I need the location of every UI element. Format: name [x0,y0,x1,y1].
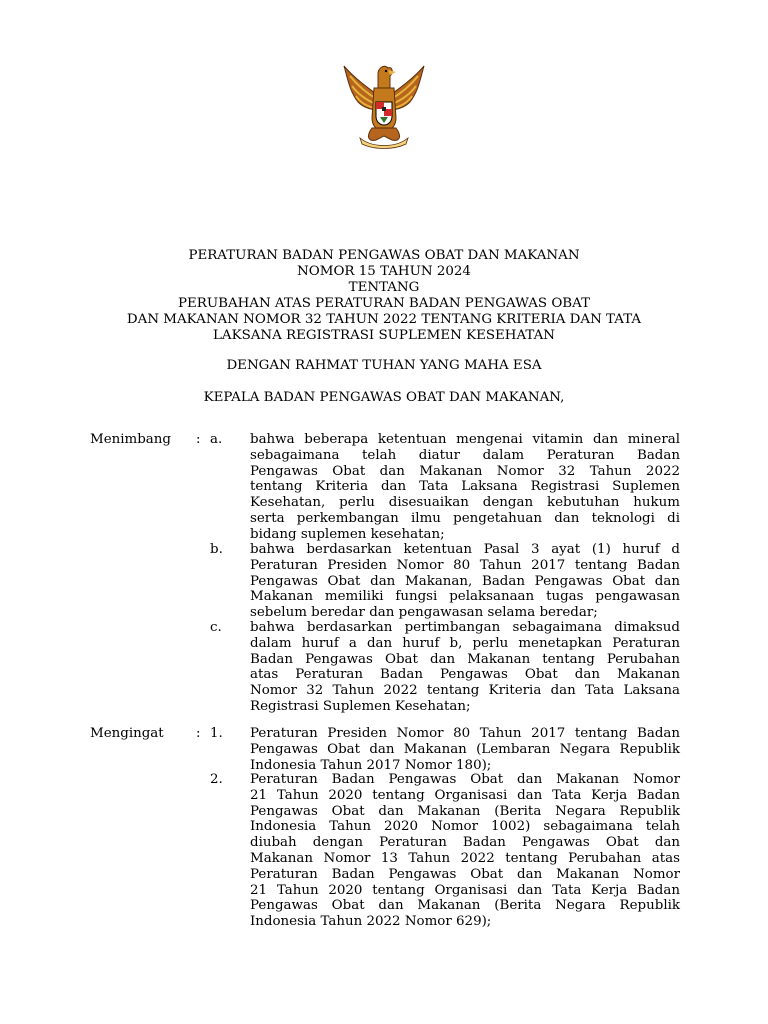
text-line: Kesehatan, perlu disesuaikan dengan kebutuhan hukum [250,495,680,511]
text-line: sebelum beredar dan pengawasan selama beredar; [250,605,598,621]
text-line: bahwa berdasarkan ketentuan Pasal 3 ayat (1) huruf d [250,542,680,557]
text-line: serta perkembangan ilmu pengetahuan dan teknologi di [250,510,680,526]
authority-line: KEPALA BADAN PENGAWAS OBAT DAN MAKANAN, [203,390,565,405]
consideration-marker: a. [210,432,223,447]
regulation-subject-line: LAKSANA REGISTRASI SUPLEMEN KESEHATAN [213,328,555,343]
regulation-title-line: PERATURAN BADAN PENGAWAS OBAT DAN MAKANAN [188,248,580,263]
text-line: bahwa berdasarkan pertimbangan sebagaimana dimaksud [250,620,680,635]
text-line: bahwa beberapa ketentuan mengenai vitamin dan mineral [250,432,680,447]
text-line: Makanan memiliki fungsi pelaksanaan tugas pengawasan [250,589,680,605]
menimbang-label: Menimbang [90,432,171,447]
text-line: Pengawas Obat dan Makanan (Lembaran Negara Republik [250,741,680,757]
text-line: 21 Tahun 2020 tentang Organisasi dan Tata Kerja Badan [250,787,680,803]
text-line: tentang Kriteria dan Tata Laksana Registrasi Suplemen [250,479,680,495]
regulation-number: NOMOR 15 TAHUN 2024 [297,264,471,279]
regulation-subject-line: PERUBAHAN ATAS PERATURAN BADAN PENGAWAS OBAT [177,296,591,311]
mengingat-label: Mengingat [90,726,164,741]
mengingat-colon: : [196,726,201,741]
text-line: Indonesia Tahun 2017 Nomor 180); [250,757,492,773]
legal-basis-marker: 2. [210,772,223,787]
text-line: diubah dengan Peraturan Badan Pengawas Obat dan [250,835,680,851]
text-line: sebagaimana telah diatur dalam Peraturan Badan [250,447,680,463]
text-line: Peraturan Presiden Nomor 80 Tahun 2017 tentang Badan [250,726,680,741]
garuda-emblem-icon [338,58,430,150]
text-line: Makanan Nomor 13 Tahun 2022 tentang Perubahan atas [250,850,680,866]
text-line: Nomor 32 Tahun 2022 tentang Kriteria dan Tata Laksana [250,683,680,699]
text-line: 21 Tahun 2020 tentang Organisasi dan Tata Kerja Badan [250,882,680,898]
regulation-about: TENTANG [348,280,420,295]
legal-basis-item-1 [250,726,680,773]
consideration-marker: b. [210,542,223,557]
text-line: Pengawas Obat dan Makanan, Badan Pengawas Obat dan [250,573,680,589]
text-line: Indonesia Tahun 2020 Nomor 1002) sebagaimana telah [250,819,680,835]
text-line: Peraturan Presiden Nomor 80 Tahun 2017 tentang Badan [250,557,680,573]
text-line: Peraturan Badan Pengawas Obat dan Makanan Nomor [250,866,680,882]
text-line: dalam huruf a dan huruf b, perlu menetapkan Peraturan [250,635,680,651]
legal-basis-item-2 [250,772,680,930]
text-line: bidang suplemen kesehatan; [250,526,445,542]
regulation-subject-line: DAN MAKANAN NOMOR 32 TAHUN 2022 TENTANG KRITERIA DAN TATA [126,312,642,327]
consideration-item-c [250,620,680,715]
text-line: Pengawas Obat dan Makanan (Berita Negara Republik [250,898,680,914]
consideration-item-b [250,542,680,621]
text-line: Pengawas Obat dan Makanan (Berita Negara Republik [250,803,680,819]
text-line: atas Peraturan Badan Pengawas Obat dan Makanan [250,667,680,683]
text-line: Badan Pengawas Obat dan Makanan tentang Perubahan [250,651,680,667]
invocation-line: DENGAN RAHMAT TUHAN YANG MAHA ESA [226,358,542,373]
text-line: Pengawas Obat dan Makanan Nomor 32 Tahun 2022 [250,463,680,479]
text-line: Indonesia Tahun 2022 Nomor 629); [250,914,492,930]
text-line: Registrasi Suplemen Kesehatan; [250,698,471,714]
legal-basis-marker: 1. [210,726,223,741]
consideration-item-a [250,432,680,543]
text-line: Peraturan Badan Pengawas Obat dan Makanan Nomor [250,772,680,787]
consideration-marker: c. [210,620,222,635]
menimbang-colon: : [196,432,201,447]
